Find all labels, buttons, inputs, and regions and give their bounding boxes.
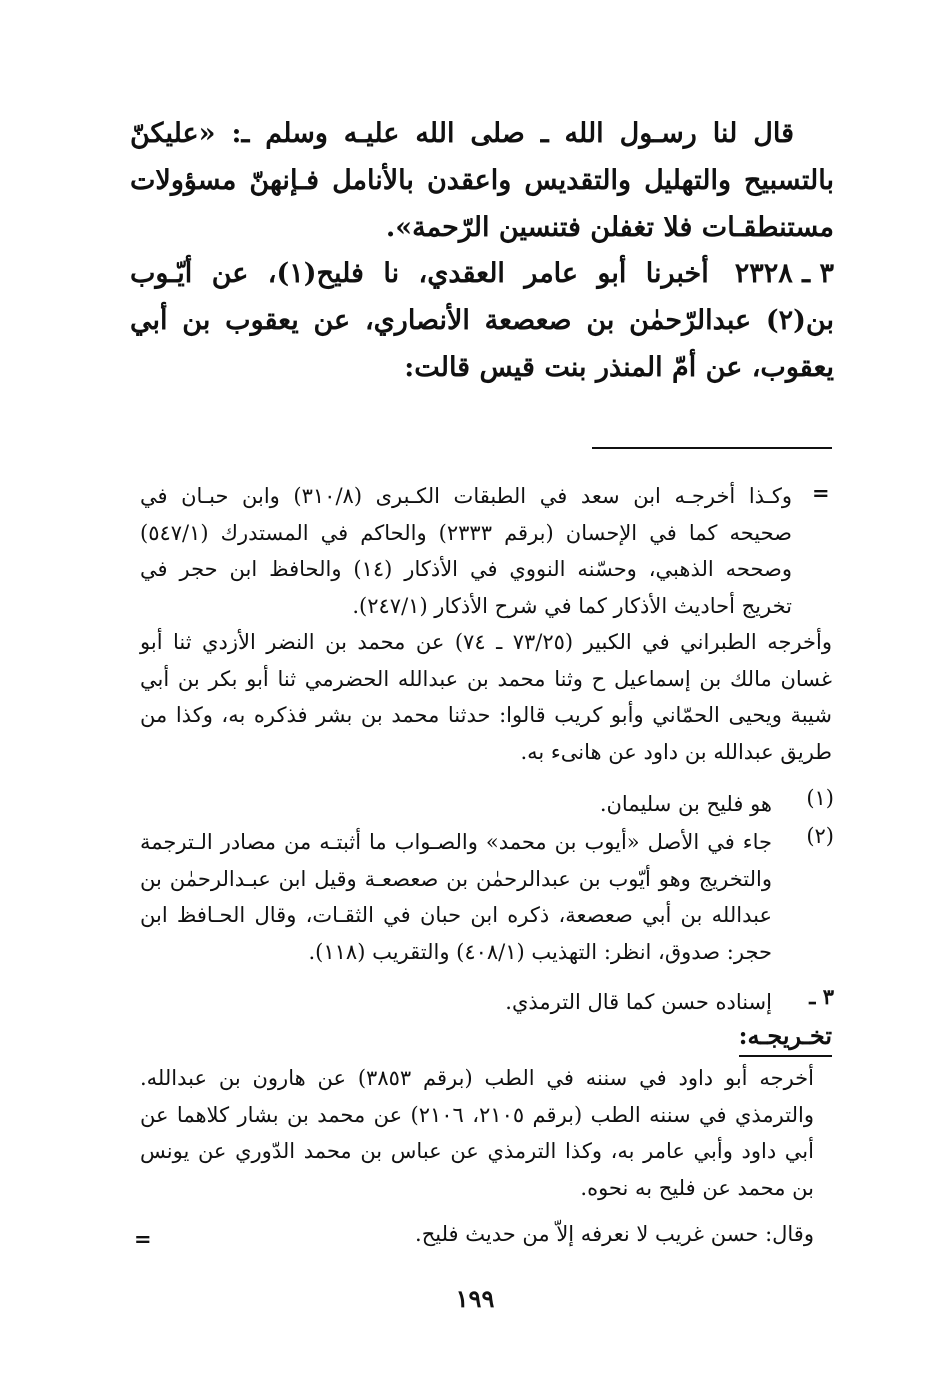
footnote-1-number: (١) bbox=[806, 786, 834, 810]
footnote-continued-paragraph-2: وأخرجه الطبراني في الكبير (٧٣/٢٥ ـ ٧٤) عن محمد بن النضر الأزدي ثنا أبو غسان مالك بن إسماعيل ح وثنا محمد بن عبدالله الحضرمي ثنا أبو بكر بن أبي شيبة ويحيى الحمّاني وأبو كريب قالوا: حدثنا محمد بن بشر فذكره به، وكذا من طريق عبدالله بن داود عن هانىء به. bbox=[140, 630, 832, 764]
page-number: ١٩٩ bbox=[455, 1284, 495, 1313]
main-paragraph-isnad bbox=[130, 250, 834, 391]
footnote-1-text: هو فليح بن سليمان. bbox=[599, 792, 772, 816]
takhrij-text: أخرجه أبو داود في سننه في الطب (برقم ٣٨٥٣) عن هارون بن عبدالله. والترمذي في سننه الطب (برقم ٢١٠٥، ٢١٠٦) عن محمد بن بشار كلاهما عن أبي داود وأبي عامر به، وكذا الترمذي عن عباس بن محمد الدّوري عن يونس بن محمد عن فليح به نحوه. bbox=[140, 1066, 814, 1200]
hadith-number: ٣ ـ ٢٣٢٨ bbox=[734, 258, 835, 289]
end-continuation-marker: = bbox=[134, 1226, 152, 1251]
main-paragraph-hadith-text: قال لنا رسـول الله ـ صلى الله عليـه وسلم ـ: «عليكنّ بالتسبيح والتهليل والتقديس واعقدن بالأنامل فـإنهنّ مسؤولات مستنطقـات فلا تغفلن فتنسين الرّحمة». bbox=[130, 118, 834, 243]
footnote-3-text: إسناده حسن كما قال الترمذي. bbox=[505, 990, 772, 1014]
takhrij-final-line: وقال: حسن غريب لا نعرفه إلاّ من حديث فليح. bbox=[415, 1222, 814, 1246]
continuation-marker: = bbox=[812, 480, 830, 505]
footnote-continued-paragraph-1: وكـذا أخرجـه ابن سعد في الطبقات الكـبرى (٣١٠/٨) وابن حبـان في صحيحه كما في الإحسان (برقم ٢٣٣٣) والحاكم في المستدرك (٥٤٧/١) وصححه الذهبي، وحسّنه النووي في الأذكار (١٤) والحافظ ابن حجر في تخريج أحاديث الأذكار كما في شرح الأذكار (٢٤٧/١). bbox=[140, 484, 793, 618]
footnote-2-number: (٢) bbox=[806, 824, 834, 848]
footnote-2-text: جاء في الأصل «أيوب بن محمد» والصـواب ما أثبتـه من مصادر الـترجمة والتخريج وهو أيّوب بن عبدالرحمٰن بن صعصعـة وقيل ابن عبـدالرحمٰن بن عبدالله بن أبي صعصعة، ذكره ابن حبان في الثقـات، وقال الحـافظ ابن حجر: صدوق، انظر: التهذيب (٤٠٨/١) والتقريب (١١٨). bbox=[140, 830, 772, 964]
takhrij-heading: تخـريجـه: bbox=[739, 1018, 832, 1057]
footnote-3-number: ٣ ـ bbox=[809, 984, 834, 1009]
isnad-text: أخبرنا أبو عامر العقدي، نا فليح(١)، عن أيّـوب بن(٢) عبدالرّحمٰن بن صعصعة الأنصاري، عن يعقوب بن أبي يعقوب، عن أمّ المنذر بنت قيس قالت: bbox=[130, 258, 834, 383]
footnote-separator-line bbox=[592, 447, 832, 449]
